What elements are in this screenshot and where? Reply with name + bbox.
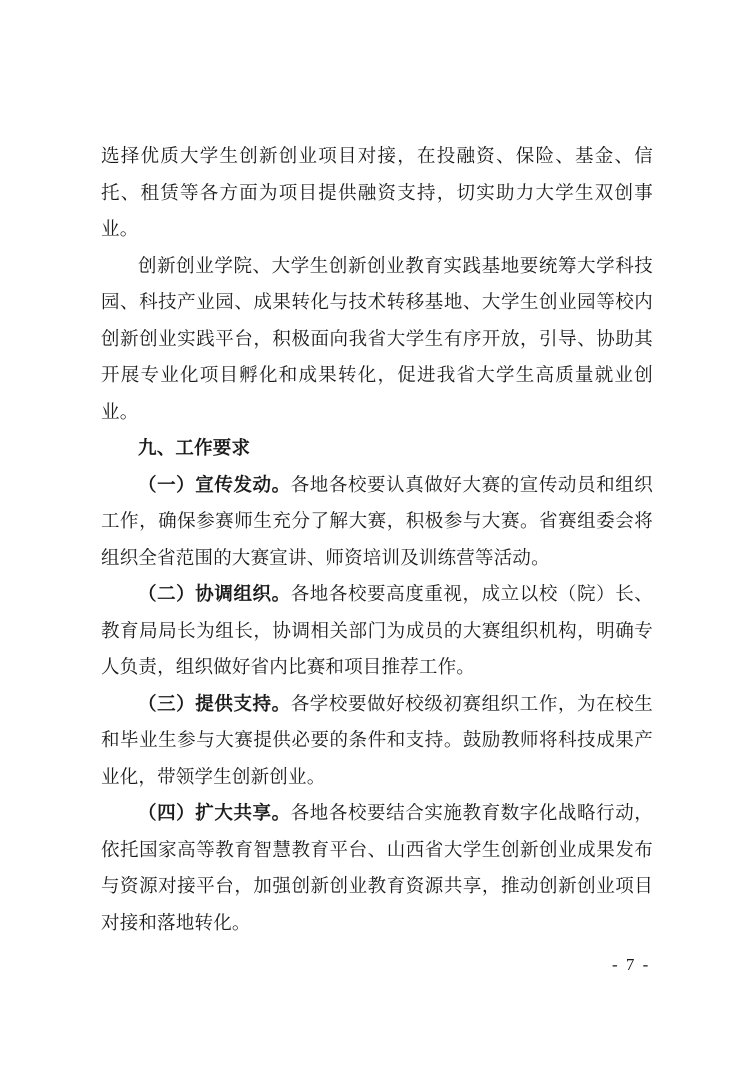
document-body xyxy=(101,139,653,942)
heading-text: 九、工作要求 xyxy=(138,438,251,459)
paragraph-sharing xyxy=(101,796,653,942)
paragraph-text: 选择优质大学生创新创业项目对接，在投融资、保险、基金、信托、租赁等各方面为项目提供融资支持，切实助力大学生双创事业。 xyxy=(101,146,653,240)
subheading-lead: （三）提供支持。 xyxy=(138,693,291,715)
paragraph-text: 各地各校要认真做好大赛的宣传动员和组织工作，确保参赛师生充分了解大赛，积极参与大赛。省赛组委会将组织全省范围的大赛宣讲、师资培训及训练营等活动。 xyxy=(101,474,653,569)
paragraph-coordination xyxy=(101,577,653,687)
page-number: - 7 - xyxy=(612,955,651,974)
paragraph-innovation-college xyxy=(101,249,653,432)
paragraph-support xyxy=(101,687,653,797)
paragraph-text: 各地各校要高度重视，成立以校（院）长、教育局局长为组长，协调相关部门为成员的大赛组织机构，明确专人负责，组织做好省内比赛和项目推荐工作。 xyxy=(101,584,653,678)
paragraph-text: 创新创业学院、大学生创新创业教育实践基地要统筹大学科技园、科技产业园、成果转化与技术转移基地、大学生创业园等校内创新创业实践平台，积极面向我省大学生有序开放，引导、协助其开展专业化项目孵化和成果转化，促进我省大学生高质量就业创业。 xyxy=(101,255,653,423)
subheading-lead: （四）扩大共享。 xyxy=(138,803,291,824)
paragraph-continued xyxy=(101,139,653,249)
subheading-lead: （一）宣传发动。 xyxy=(138,474,291,496)
paragraph-publicity xyxy=(101,468,653,578)
subheading-lead: （二）协调组织。 xyxy=(138,584,291,605)
paragraph-text: 各学校要做好校级初赛组织工作，为在校生和毕业生参与大赛提供必要的条件和支持。鼓励教师将科技成果产业化，带领学生创新创业。 xyxy=(101,693,653,788)
paragraph-text: 各地各校要结合实施教育数字化战略行动，依托国家高等教育智慧教育平台、山西省大学生创新创业成果发布与资源对接平台，加强创新创业教育资源共享，推动创新创业项目对接和落地转化。 xyxy=(101,803,653,934)
section-heading-work-requirements xyxy=(101,431,653,468)
